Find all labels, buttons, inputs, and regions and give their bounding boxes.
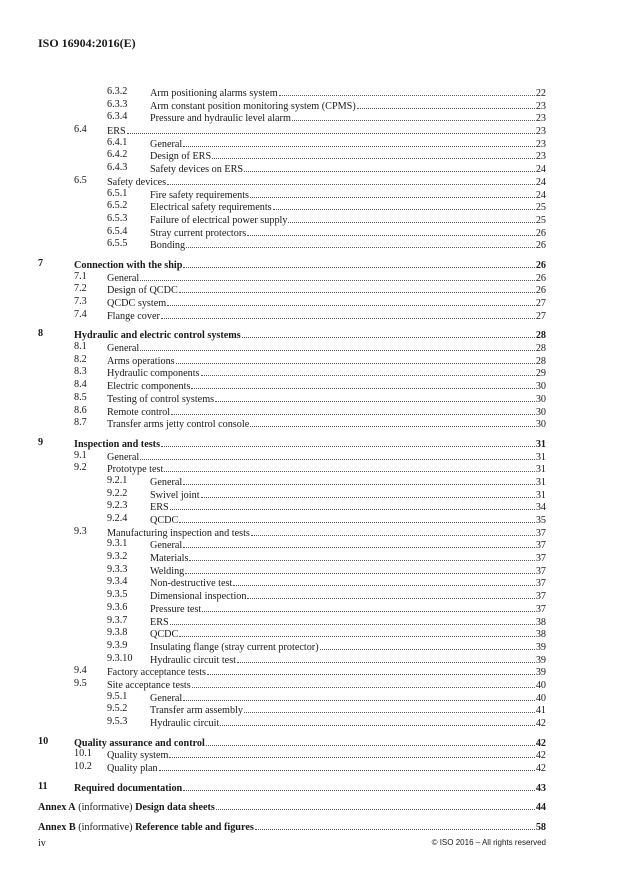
- page-ref: 30: [535, 393, 546, 405]
- dot-leader: [288, 213, 534, 223]
- section-title: Fire safety requirements: [150, 189, 250, 201]
- page-ref: 31: [535, 451, 546, 463]
- section-title: General: [150, 540, 183, 552]
- toc-entry[interactable]: [38, 124, 546, 137]
- page-ref: 31: [535, 464, 546, 476]
- section-title: Non-destructive test: [150, 578, 233, 590]
- section-number: 9.3.9: [107, 639, 128, 651]
- section-title: Transfer arm assembly: [150, 705, 243, 717]
- section-number: 11: [38, 780, 48, 792]
- page-ref: 23: [535, 151, 546, 163]
- section-title: Bonding: [150, 240, 186, 252]
- section-number: 7.3: [74, 296, 87, 307]
- toc-entry[interactable]: [38, 366, 546, 379]
- dot-leader: [320, 640, 535, 650]
- page-ref: 37: [535, 540, 546, 552]
- toc-entry[interactable]: [38, 238, 546, 251]
- page-ref: 42: [535, 750, 546, 762]
- section-number: 9.3.6: [107, 601, 128, 613]
- annex-type: (informative): [75, 822, 136, 834]
- section-title: Design of ERS: [150, 151, 212, 163]
- toc-entry[interactable]: [38, 437, 546, 450]
- section-title: Pressure test: [150, 603, 202, 615]
- section-number: 6.4: [74, 124, 87, 136]
- page-ref: 42: [535, 763, 546, 775]
- section-title: Electrical safety requirements: [150, 202, 272, 214]
- page-ref: 42: [535, 718, 546, 729]
- page-ref: 37: [535, 603, 546, 615]
- toc-entry[interactable]: [38, 602, 546, 615]
- dot-leader: [212, 149, 535, 159]
- page-ref: 37: [535, 527, 546, 539]
- toc-entry[interactable]: [38, 716, 546, 729]
- toc-entry[interactable]: [38, 526, 546, 539]
- toc-entry[interactable]: [38, 703, 546, 716]
- toc-entry[interactable]: [38, 162, 546, 175]
- section-title: General: [150, 476, 183, 488]
- dot-leader: [176, 354, 535, 364]
- annex-label: Annex A: [38, 802, 76, 814]
- page-ref: 37: [535, 565, 546, 577]
- section-number: 6.4.1: [107, 136, 128, 148]
- page-ref: 24: [535, 189, 546, 201]
- toc-entry[interactable]: [38, 258, 546, 271]
- section-title: Connection with the ship: [74, 259, 183, 271]
- toc-entry[interactable]: [38, 137, 546, 150]
- dot-leader: [220, 716, 535, 726]
- document-id-header: ISO 16904:2016(E): [38, 36, 136, 50]
- toc-entry[interactable]: [38, 341, 546, 354]
- page-ref: 58: [535, 822, 546, 834]
- dot-leader: [183, 538, 535, 548]
- toc-entry[interactable]: [38, 379, 546, 392]
- section-number: 10: [38, 735, 49, 747]
- dot-leader: [201, 366, 535, 376]
- page-ref: 39: [535, 667, 546, 679]
- toc-entry[interactable]: [38, 691, 546, 704]
- annex-title: [38, 822, 254, 835]
- annex-label: Annex B: [38, 822, 76, 834]
- toc-entry[interactable]: [38, 640, 546, 653]
- section-number: 6.5.1: [107, 187, 128, 199]
- section-number: 9.5: [74, 677, 87, 689]
- toc-entry[interactable]: [38, 653, 546, 666]
- section-title: QCDC: [150, 629, 179, 641]
- toc-entry[interactable]: [38, 213, 546, 226]
- section-number: 8.1: [74, 341, 87, 353]
- section-title: General: [107, 272, 140, 284]
- dot-leader: [237, 653, 535, 663]
- section-number: 9.2.3: [107, 500, 128, 512]
- section-number: 6.3.3: [107, 98, 128, 110]
- dot-leader: [140, 341, 535, 351]
- page-ref: 30: [535, 381, 546, 393]
- dot-leader: [140, 450, 535, 460]
- section-title: Pressure and hydraulic level alarm: [150, 113, 291, 125]
- dot-leader: [233, 576, 534, 586]
- section-title: QCDC system: [107, 298, 167, 309]
- toc-entry[interactable]: [38, 820, 546, 833]
- section-title: General: [150, 692, 183, 704]
- section-title: Dimensional inspection: [150, 591, 247, 603]
- section-title: Electric components: [107, 381, 191, 393]
- page-number: iv: [38, 838, 46, 849]
- section-title: Hydraulic and electric control systems: [74, 330, 241, 342]
- toc-entry[interactable]: [38, 736, 546, 749]
- dot-leader: [140, 271, 535, 281]
- dot-leader: [279, 86, 535, 96]
- dot-leader: [127, 124, 535, 134]
- dot-leader: [185, 564, 535, 574]
- section-number: 9.5.2: [107, 703, 128, 715]
- page-ref: 30: [535, 406, 546, 418]
- dot-leader: [189, 551, 534, 561]
- section-number: 8.5: [74, 391, 87, 403]
- section-title: Site acceptance tests: [107, 679, 191, 691]
- page-ref: 28: [535, 330, 546, 342]
- section-title: Quality assurance and control: [74, 737, 205, 749]
- annex-title: [38, 802, 215, 815]
- section-number: 8.4: [74, 379, 87, 391]
- section-number: 9.3.1: [107, 538, 128, 550]
- page-ref: 31: [535, 476, 546, 488]
- toc-entry[interactable]: [38, 328, 546, 341]
- toc-entry[interactable]: [38, 354, 546, 367]
- page-ref: 30: [535, 419, 546, 431]
- section-title: ERS: [150, 502, 169, 514]
- section-title: Safety devices on ERS: [150, 164, 244, 176]
- toc-entry[interactable]: [38, 296, 546, 309]
- page-ref: 40: [535, 679, 546, 691]
- dot-leader: [273, 200, 535, 210]
- toc-entry[interactable]: [38, 781, 546, 794]
- page-ref: 29: [535, 368, 546, 380]
- section-title: Welding: [150, 565, 185, 577]
- toc-entry[interactable]: [38, 271, 546, 284]
- page-ref: 24: [535, 176, 546, 188]
- toc-entry[interactable]: [38, 392, 546, 405]
- section-title: Failure of electrical power supply: [150, 214, 288, 226]
- section-number: 8.7: [74, 417, 87, 429]
- toc-entry[interactable]: [38, 450, 546, 463]
- dot-leader: [207, 665, 535, 675]
- dot-leader: [183, 258, 534, 268]
- toc-entry[interactable]: [38, 665, 546, 678]
- section-title: Design of QCDC: [107, 285, 178, 297]
- section-number: 9.3.5: [107, 589, 128, 601]
- section-title: ERS: [107, 126, 126, 138]
- page-ref: 24: [535, 164, 546, 176]
- page-ref: 37: [535, 578, 546, 590]
- section-title: Insulating flange (stray current protector): [150, 641, 319, 653]
- section-title: Quality plan: [107, 763, 158, 775]
- toc-entry[interactable]: [38, 86, 546, 99]
- toc-entry[interactable]: [38, 309, 546, 322]
- section-title: Hydraulic circuit: [150, 718, 220, 729]
- section-number: 9.3.2: [107, 551, 128, 563]
- page-ref: 41: [535, 705, 546, 717]
- section-title: Arm constant position monitoring system (CPMS): [150, 100, 356, 112]
- section-number: 9.2.2: [107, 487, 128, 499]
- page-ref: 27: [535, 310, 546, 322]
- section-title: Arm positioning alarms system: [150, 88, 278, 99]
- toc-entry[interactable]: [38, 488, 546, 501]
- section-number: 9: [38, 436, 44, 448]
- toc-entry[interactable]: [38, 175, 546, 188]
- section-number: 6.5.5: [107, 238, 128, 250]
- section-number: 9.3.4: [107, 576, 128, 588]
- dot-leader: [215, 392, 535, 402]
- dot-leader: [167, 296, 535, 306]
- toc-entry[interactable]: [38, 615, 546, 628]
- section-title: General: [107, 343, 140, 355]
- section-title: Transfer arms jetty control console: [107, 419, 250, 431]
- section-title: Prototype test: [107, 464, 164, 476]
- page-ref: 28: [535, 343, 546, 355]
- annex-title-text: Design data sheets: [135, 802, 215, 814]
- section-number: 8.3: [74, 366, 87, 378]
- section-number: 9.5.1: [107, 690, 128, 702]
- toc-entry[interactable]: [38, 149, 546, 162]
- toc-entry[interactable]: [38, 475, 546, 488]
- section-title: General: [150, 138, 183, 150]
- page-ref: 23: [535, 126, 546, 138]
- toc-entry[interactable]: [38, 761, 546, 774]
- copyright-notice: © ISO 2016 – All rights reserved: [431, 838, 546, 847]
- section-title: Safety devices: [107, 176, 167, 188]
- dot-leader: [183, 475, 535, 485]
- section-number: 10.1: [74, 748, 92, 760]
- section-number: 6.5.3: [107, 212, 128, 224]
- section-number: 9.2: [74, 462, 87, 474]
- page-ref: 31: [535, 489, 546, 501]
- dot-leader: [244, 703, 535, 713]
- page-ref: 23: [535, 100, 546, 112]
- section-title: Arms operations: [107, 355, 175, 367]
- toc-entry-line: [107, 309, 546, 324]
- dot-leader: [170, 500, 535, 510]
- section-title: Inspection and tests: [74, 438, 161, 450]
- dot-leader: [159, 761, 535, 771]
- page-ref: 26: [535, 227, 546, 239]
- page-ref: 26: [535, 259, 546, 271]
- dot-leader: [179, 513, 535, 523]
- section-number: 7: [38, 257, 44, 269]
- section-title: ERS: [150, 616, 169, 628]
- page-ref: 26: [535, 285, 546, 297]
- toc-entry[interactable]: [38, 462, 546, 475]
- toc-entry[interactable]: [38, 111, 546, 124]
- toc-entry[interactable]: [38, 283, 546, 296]
- section-number: 9.3.3: [107, 563, 128, 575]
- toc-entry[interactable]: [38, 627, 546, 640]
- toc-entry-line: [150, 716, 546, 731]
- section-number: 9.3.8: [107, 627, 128, 639]
- page-ref: 37: [535, 591, 546, 603]
- toc-entry[interactable]: [38, 405, 546, 418]
- section-number: 8.2: [74, 353, 87, 365]
- section-number: 9.2.4: [107, 513, 128, 524]
- toc-entry[interactable]: [38, 576, 546, 589]
- section-number: 9.2.1: [107, 474, 128, 486]
- toc-entry-line: [150, 238, 546, 253]
- page-ref: 40: [535, 692, 546, 704]
- dot-leader: [192, 678, 535, 688]
- dot-leader: [250, 188, 535, 198]
- section-number: 9.3: [74, 525, 87, 537]
- page-ref: 35: [535, 515, 546, 526]
- dot-leader: [191, 379, 534, 389]
- section-title: Required documentation: [74, 782, 183, 794]
- dot-leader: [171, 405, 535, 415]
- toc-entry[interactable]: [38, 538, 546, 551]
- toc-entry-line: [38, 820, 546, 835]
- dot-leader: [244, 162, 535, 172]
- dot-leader: [206, 736, 535, 746]
- section-number: 9.3.7: [107, 614, 128, 626]
- page-ref: 38: [535, 629, 546, 641]
- section-number: 10.2: [74, 761, 92, 773]
- section-title: Testing of control systems: [107, 393, 215, 405]
- page-ref: 23: [535, 113, 546, 125]
- toc-entry-line: [74, 781, 546, 796]
- page-ref: 26: [535, 272, 546, 284]
- page-ref: 37: [535, 553, 546, 565]
- dot-leader: [179, 627, 535, 637]
- toc-entry[interactable]: [38, 500, 546, 513]
- section-number: 6.3.4: [107, 111, 128, 123]
- page-ref: 31: [535, 438, 546, 450]
- page-ref: 39: [535, 641, 546, 653]
- toc-entry[interactable]: [38, 200, 546, 213]
- toc-entry[interactable]: [38, 748, 546, 761]
- toc-entry-line: [107, 761, 546, 776]
- page-ref: 25: [535, 214, 546, 226]
- section-title: Flange cover: [107, 310, 160, 322]
- dot-leader: [247, 589, 534, 599]
- section-number: 6.5: [74, 174, 87, 186]
- dot-leader: [164, 462, 535, 472]
- dot-leader: [161, 437, 535, 447]
- section-number: 6.4.3: [107, 162, 128, 174]
- dot-leader: [357, 99, 535, 109]
- toc-entry[interactable]: [38, 417, 546, 430]
- page-ref: 25: [535, 202, 546, 214]
- dot-leader: [292, 111, 535, 121]
- section-title: Factory acceptance tests: [107, 667, 206, 679]
- section-number: 9.1: [74, 449, 87, 461]
- section-title: Stray current protectors: [150, 227, 247, 239]
- section-title: Remote control: [107, 406, 171, 418]
- dot-leader: [242, 328, 535, 338]
- page-ref: 23: [535, 138, 546, 150]
- table-of-contents: [38, 86, 546, 833]
- page-ref: 22: [535, 88, 546, 99]
- dot-leader: [251, 526, 535, 536]
- section-number: 9.5.3: [107, 716, 128, 727]
- page-ref: 42: [535, 737, 546, 749]
- toc-entry[interactable]: [38, 513, 546, 526]
- page-ref: 27: [535, 298, 546, 309]
- toc-entry[interactable]: [38, 678, 546, 691]
- annex-type: (informative): [75, 802, 136, 814]
- page-ref: 28: [535, 355, 546, 367]
- dot-leader: [183, 137, 535, 147]
- toc-entry[interactable]: [38, 188, 546, 201]
- toc-entry[interactable]: [38, 564, 546, 577]
- dot-leader: [170, 615, 535, 625]
- dot-leader: [247, 226, 535, 236]
- section-number: 6.4.2: [107, 149, 128, 161]
- dot-leader: [201, 488, 535, 498]
- toc-entry[interactable]: [38, 226, 546, 239]
- toc-entry[interactable]: [38, 99, 546, 112]
- section-number: 9.4: [74, 665, 87, 677]
- section-title: Hydraulic circuit test: [150, 654, 236, 666]
- dot-leader: [186, 238, 535, 248]
- section-title: QCDC: [150, 515, 179, 526]
- section-number: 7.2: [74, 283, 87, 295]
- dot-leader: [183, 781, 535, 791]
- dot-leader: [216, 800, 535, 810]
- section-title: Manufacturing inspection and tests: [107, 527, 250, 539]
- section-number: 8.6: [74, 404, 87, 416]
- dot-leader: [202, 602, 535, 612]
- page-ref: 26: [535, 240, 546, 252]
- toc-entry[interactable]: [38, 800, 546, 813]
- toc-entry-line: [107, 417, 546, 432]
- dot-leader: [183, 691, 535, 701]
- section-title: Swivel joint: [150, 489, 200, 501]
- toc-entry[interactable]: [38, 551, 546, 564]
- section-number: 9.3.10: [107, 652, 133, 664]
- page-ref: 34: [535, 502, 546, 514]
- section-number: 7.1: [74, 270, 87, 282]
- dot-leader: [167, 175, 535, 185]
- section-number: 6.5.2: [107, 200, 128, 212]
- page-ref: 39: [535, 654, 546, 666]
- page-ref: 43: [535, 782, 546, 794]
- toc-entry-line: [38, 800, 546, 815]
- section-title: Materials: [150, 553, 189, 565]
- dot-leader: [179, 283, 535, 293]
- page-ref: 38: [535, 616, 546, 628]
- dot-leader: [250, 417, 535, 427]
- section-number: 7.4: [74, 308, 87, 320]
- dot-leader: [169, 748, 534, 758]
- dot-leader: [255, 820, 535, 830]
- annex-title-text: Reference table and figures: [135, 822, 254, 834]
- page-ref: 44: [535, 802, 546, 814]
- section-number: 8: [38, 328, 44, 340]
- dot-leader: [161, 309, 535, 319]
- section-title: Hydraulic components: [107, 368, 200, 380]
- section-title: Quality system: [107, 750, 169, 762]
- section-title: General: [107, 451, 140, 463]
- section-number: 6.5.4: [107, 225, 128, 237]
- section-number: 6.3.2: [107, 86, 128, 97]
- toc-entry[interactable]: [38, 589, 546, 602]
